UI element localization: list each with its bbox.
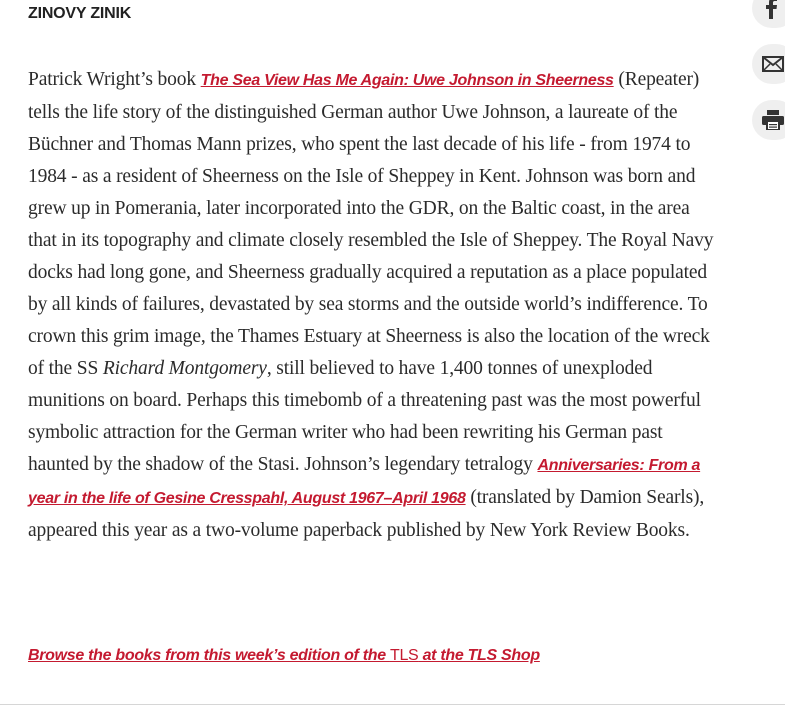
paragraph-intro: Patrick Wright’s book: [28, 69, 201, 90]
browse-books-line: [28, 640, 540, 672]
browse-tls: TLS: [389, 647, 419, 664]
facebook-icon: [762, 0, 782, 19]
paragraph-text-3: (translated by Damion Searls), appeared this year as a two-volume paperback published by New York Review Books.: [28, 487, 705, 541]
email-icon: [762, 56, 784, 72]
book-link-anniversaries[interactable]: Anniversaries: From a year in the life of Gesine Cresspahl, August 1967–April 1968: [28, 457, 701, 507]
article-paragraph: [28, 64, 714, 547]
bottom-divider: [0, 704, 785, 705]
ship-name: Richard Montgomery: [102, 358, 267, 379]
browse-prefix: Browse the books from this week’s edition of the: [28, 647, 390, 664]
book-link-sea-view[interactable]: The Sea View Has Me Again: Uwe Johnson in Sheerness: [200, 72, 614, 89]
paragraph-text-1: (Repeater) tells the life story of the distinguished German author Uwe Johnson, a laureate of the Büchner and Thomas Mann prizes, who spent the last decade of his life - from 1974 to 1984 - as a resident of Sheerness on the Isle of Sheppey in Kent. Johnson was born and grew up in Pomerania, later incorporated into the GDR, on the Baltic coast, in the area that in its topography and climate closely resembled the Isle of Sheppey. The Royal Navy docks had long gone, and Sheerness gradually acquired a reputation as a place populated by all kinds of failures, devastated by sea storms and the outside world’s indifference. To crown this grim image, the Thames Estuary at Sheerness is also the location of the wreck of the SS: [28, 69, 714, 379]
print-share-button[interactable]: [752, 100, 785, 140]
paragraph-text-2: , still believed to have 1,400 tonnes of unexploded munitions on board. Perhaps this timebomb of a threatening past was the most powerful symbolic attraction for the German writer who had been rewriting his German past haunted by the shadow of the Stasi. Johnson’s legendary tetralogy: [28, 358, 701, 475]
facebook-share-button[interactable]: [752, 0, 785, 28]
article-body: [28, 64, 714, 547]
print-icon: [762, 110, 784, 130]
browse-books-link[interactable]: [28, 647, 540, 664]
browse-suffix: at the TLS Shop: [418, 647, 540, 664]
author-byline: ZINOVY ZINIK: [28, 5, 132, 22]
email-share-button[interactable]: [752, 44, 785, 84]
